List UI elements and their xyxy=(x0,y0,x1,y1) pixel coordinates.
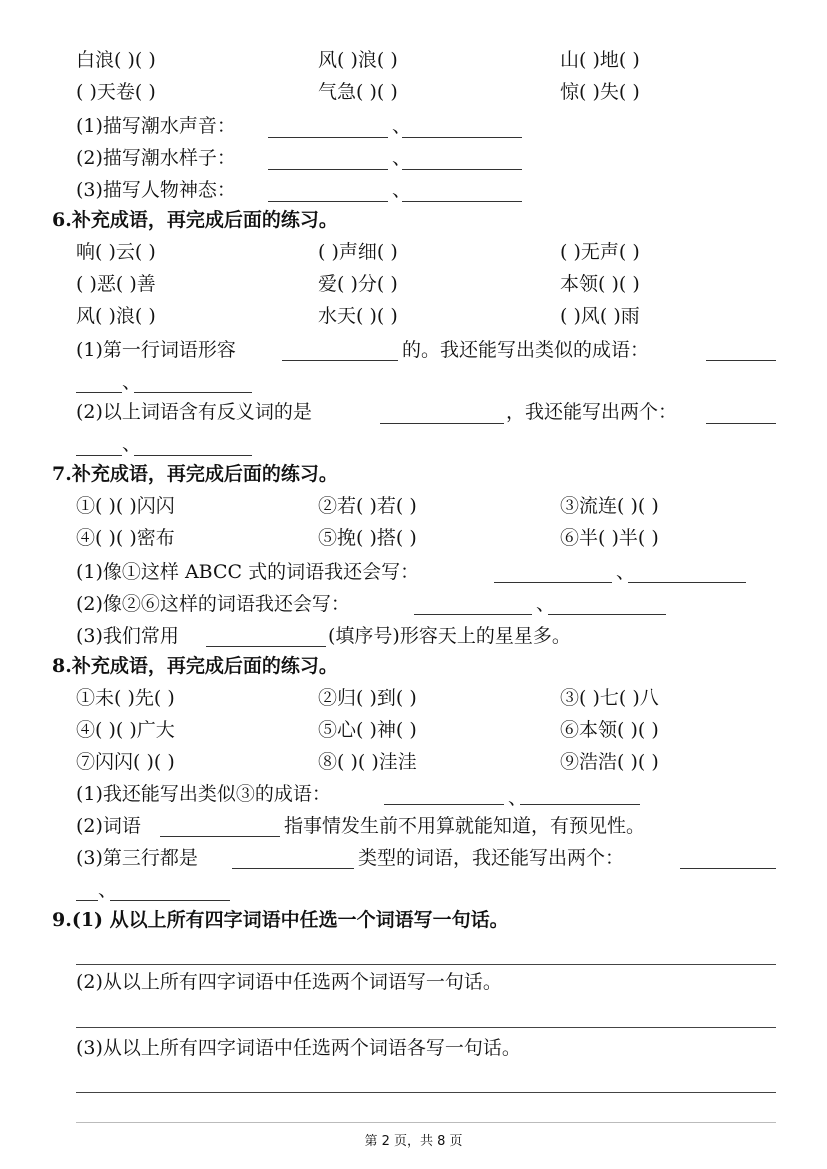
s7-r1-c2: ②若( )若( ) xyxy=(318,495,417,517)
s8-q2-label-b: 指事情发生前不用算就能知道，有预见性。 xyxy=(284,815,646,837)
page-footer: 第 2 页，共 8 页 xyxy=(364,1134,463,1149)
s5-q1-sep: 、 xyxy=(392,115,412,137)
s5-r1-c1: 白浪( )( ) xyxy=(76,49,156,71)
s6-r2-c2: 爱( )分( ) xyxy=(318,273,398,295)
s5-q3-blank-b[interactable] xyxy=(402,201,522,202)
s6-r3-c1: 风( )浪( ) xyxy=(76,305,156,327)
s8-q3-blank-b[interactable] xyxy=(680,868,776,869)
s8-q3-sep: 、 xyxy=(98,879,118,901)
s6-q2-blank-a[interactable] xyxy=(380,423,504,424)
s8-r2-c3: ⑥本领( )( ) xyxy=(560,719,659,741)
s7-q2-sep: 、 xyxy=(536,593,556,615)
s8-q3-blank-c[interactable] xyxy=(76,900,98,901)
s5-q1-blank-b[interactable] xyxy=(402,137,522,138)
s6-q1-label-b: 的。我还能写出类似的成语： xyxy=(402,339,650,361)
s8-q3-label-b: 类型的词语，我还能写出两个： xyxy=(358,847,625,869)
s6-q2-blank-d[interactable] xyxy=(134,455,252,456)
s7-q2-label: (2)像②⑥这样的词语我还会写： xyxy=(76,593,350,615)
s5-q3-sep: 、 xyxy=(392,179,412,201)
s9-q3-answer-line[interactable] xyxy=(76,1092,776,1093)
s7-q1-blank-a[interactable] xyxy=(494,582,612,583)
s6-q2-label-b: ，我还能写出两个： xyxy=(506,401,678,423)
s8-q3-blank-a[interactable] xyxy=(232,868,354,869)
s9-q2-answer-line[interactable] xyxy=(76,1027,776,1028)
s6-q1-label-a: (1)第一行词语形容 xyxy=(76,339,236,361)
s8-q2-blank[interactable] xyxy=(160,836,280,837)
s5-q1-blank-a[interactable] xyxy=(268,137,388,138)
s8-r1-c3: ③( )七( )八 xyxy=(560,687,659,709)
s6-q2-blank-b[interactable] xyxy=(706,423,776,424)
s9-q1-answer-line[interactable] xyxy=(76,964,776,965)
s6-r1-c2: ( )声细( ) xyxy=(318,241,398,263)
s8-q1-blank-b[interactable] xyxy=(520,804,640,805)
s6-r3-c3: ( )风( )雨 xyxy=(560,305,640,327)
s7-q1-sep: 、 xyxy=(616,561,636,583)
s7-r2-c1: ④( )( )密布 xyxy=(76,527,175,549)
s8-r2-c2: ⑤心( )神( ) xyxy=(318,719,417,741)
s5-r2-c1: ( )天卷( ) xyxy=(76,81,156,103)
s8-title: 8.补充成语，再完成后面的练习。 xyxy=(52,655,338,677)
s5-r1-c2: 风( )浪( ) xyxy=(318,49,398,71)
s6-q1-sep: 、 xyxy=(122,371,142,393)
s6-r1-c1: 响( )云( ) xyxy=(76,241,156,263)
s8-r3-c2: ⑧( )( )洼洼 xyxy=(318,751,417,773)
s5-q3-label: (3)描写人物神态： xyxy=(76,179,236,201)
s8-q1-label: (1)我还能写出类似③的成语： xyxy=(76,783,331,805)
s6-q1-blank-a[interactable] xyxy=(282,360,398,361)
s5-q2-sep: 、 xyxy=(392,147,412,169)
s8-r3-c3: ⑨浩浩( )( ) xyxy=(560,751,659,773)
s8-r1-c1: ①未( )先( ) xyxy=(76,687,175,709)
s9-q1: 9.(1) 从以上所有四字词语中任选一个词语写一句话。 xyxy=(52,909,509,931)
s6-q2-sep: 、 xyxy=(122,433,142,455)
s7-r1-c3: ③流连( )( ) xyxy=(560,495,659,517)
s5-r1-c3: 山( )地( ) xyxy=(560,49,640,71)
s6-r1-c3: ( )无声( ) xyxy=(560,241,640,263)
s7-q2-blank-b[interactable] xyxy=(548,614,666,615)
s6-q2-label-a: (2)以上词语含有反义词的是 xyxy=(76,401,312,423)
s5-r2-c2: 气急( )( ) xyxy=(318,81,398,103)
s7-r1-c1: ①( )( )闪闪 xyxy=(76,495,175,517)
s8-r2-c1: ④( )( )广大 xyxy=(76,719,175,741)
s5-q3-blank-a[interactable] xyxy=(268,201,388,202)
s6-q1-blank-b[interactable] xyxy=(706,360,776,361)
s5-q2-blank-a[interactable] xyxy=(268,169,388,170)
s7-q1-blank-b[interactable] xyxy=(628,582,746,583)
s7-q3-label-b: (填序号)形容天上的星星多。 xyxy=(328,625,571,647)
s6-q1-blank-c[interactable] xyxy=(76,392,122,393)
s7-title: 7.补充成语，再完成后面的练习。 xyxy=(52,463,338,485)
s8-r3-c1: ⑦闪闪( )( ) xyxy=(76,751,175,773)
s6-r2-c1: ( )恶( )善 xyxy=(76,273,156,295)
s8-q1-blank-a[interactable] xyxy=(384,804,504,805)
s7-r2-c3: ⑥半( )半( ) xyxy=(560,527,659,549)
s8-r1-c2: ②归( )到( ) xyxy=(318,687,417,709)
s7-q1-label: (1)像①这样 ABCC 式的词语我还会写： xyxy=(76,561,420,583)
s8-q3-label-a: (3)第三行都是 xyxy=(76,847,198,869)
s7-q2-blank-a[interactable] xyxy=(414,614,532,615)
s8-q2-label-a: (2)词语 xyxy=(76,815,141,837)
s8-q3-blank-d[interactable] xyxy=(110,900,230,901)
s6-r2-c3: 本领( )( ) xyxy=(560,273,640,295)
s5-q2-label: (2)描写潮水样子： xyxy=(76,147,236,169)
s6-title: 6.补充成语，再完成后面的练习。 xyxy=(52,209,338,231)
s8-q1-sep: 、 xyxy=(508,787,528,809)
s5-q2-blank-b[interactable] xyxy=(402,169,522,170)
s9-q3: (3)从以上所有四字词语中任选两个词语各写一句话。 xyxy=(76,1037,521,1059)
s9-q2: (2)从以上所有四字词语中任选两个词语写一句话。 xyxy=(76,971,502,993)
s6-r3-c2: 水天( )( ) xyxy=(318,305,398,327)
s7-q3-label-a: (3)我们常用 xyxy=(76,625,179,647)
s7-q3-blank[interactable] xyxy=(206,646,326,647)
s5-q1-label: (1)描写潮水声音： xyxy=(76,115,236,137)
s6-q2-blank-c[interactable] xyxy=(76,455,122,456)
s7-r2-c2: ⑤挽( )搭( ) xyxy=(318,527,417,549)
s5-r2-c3: 惊( )失( ) xyxy=(560,81,640,103)
footer-divider xyxy=(76,1122,776,1123)
s6-q1-blank-d[interactable] xyxy=(134,392,252,393)
